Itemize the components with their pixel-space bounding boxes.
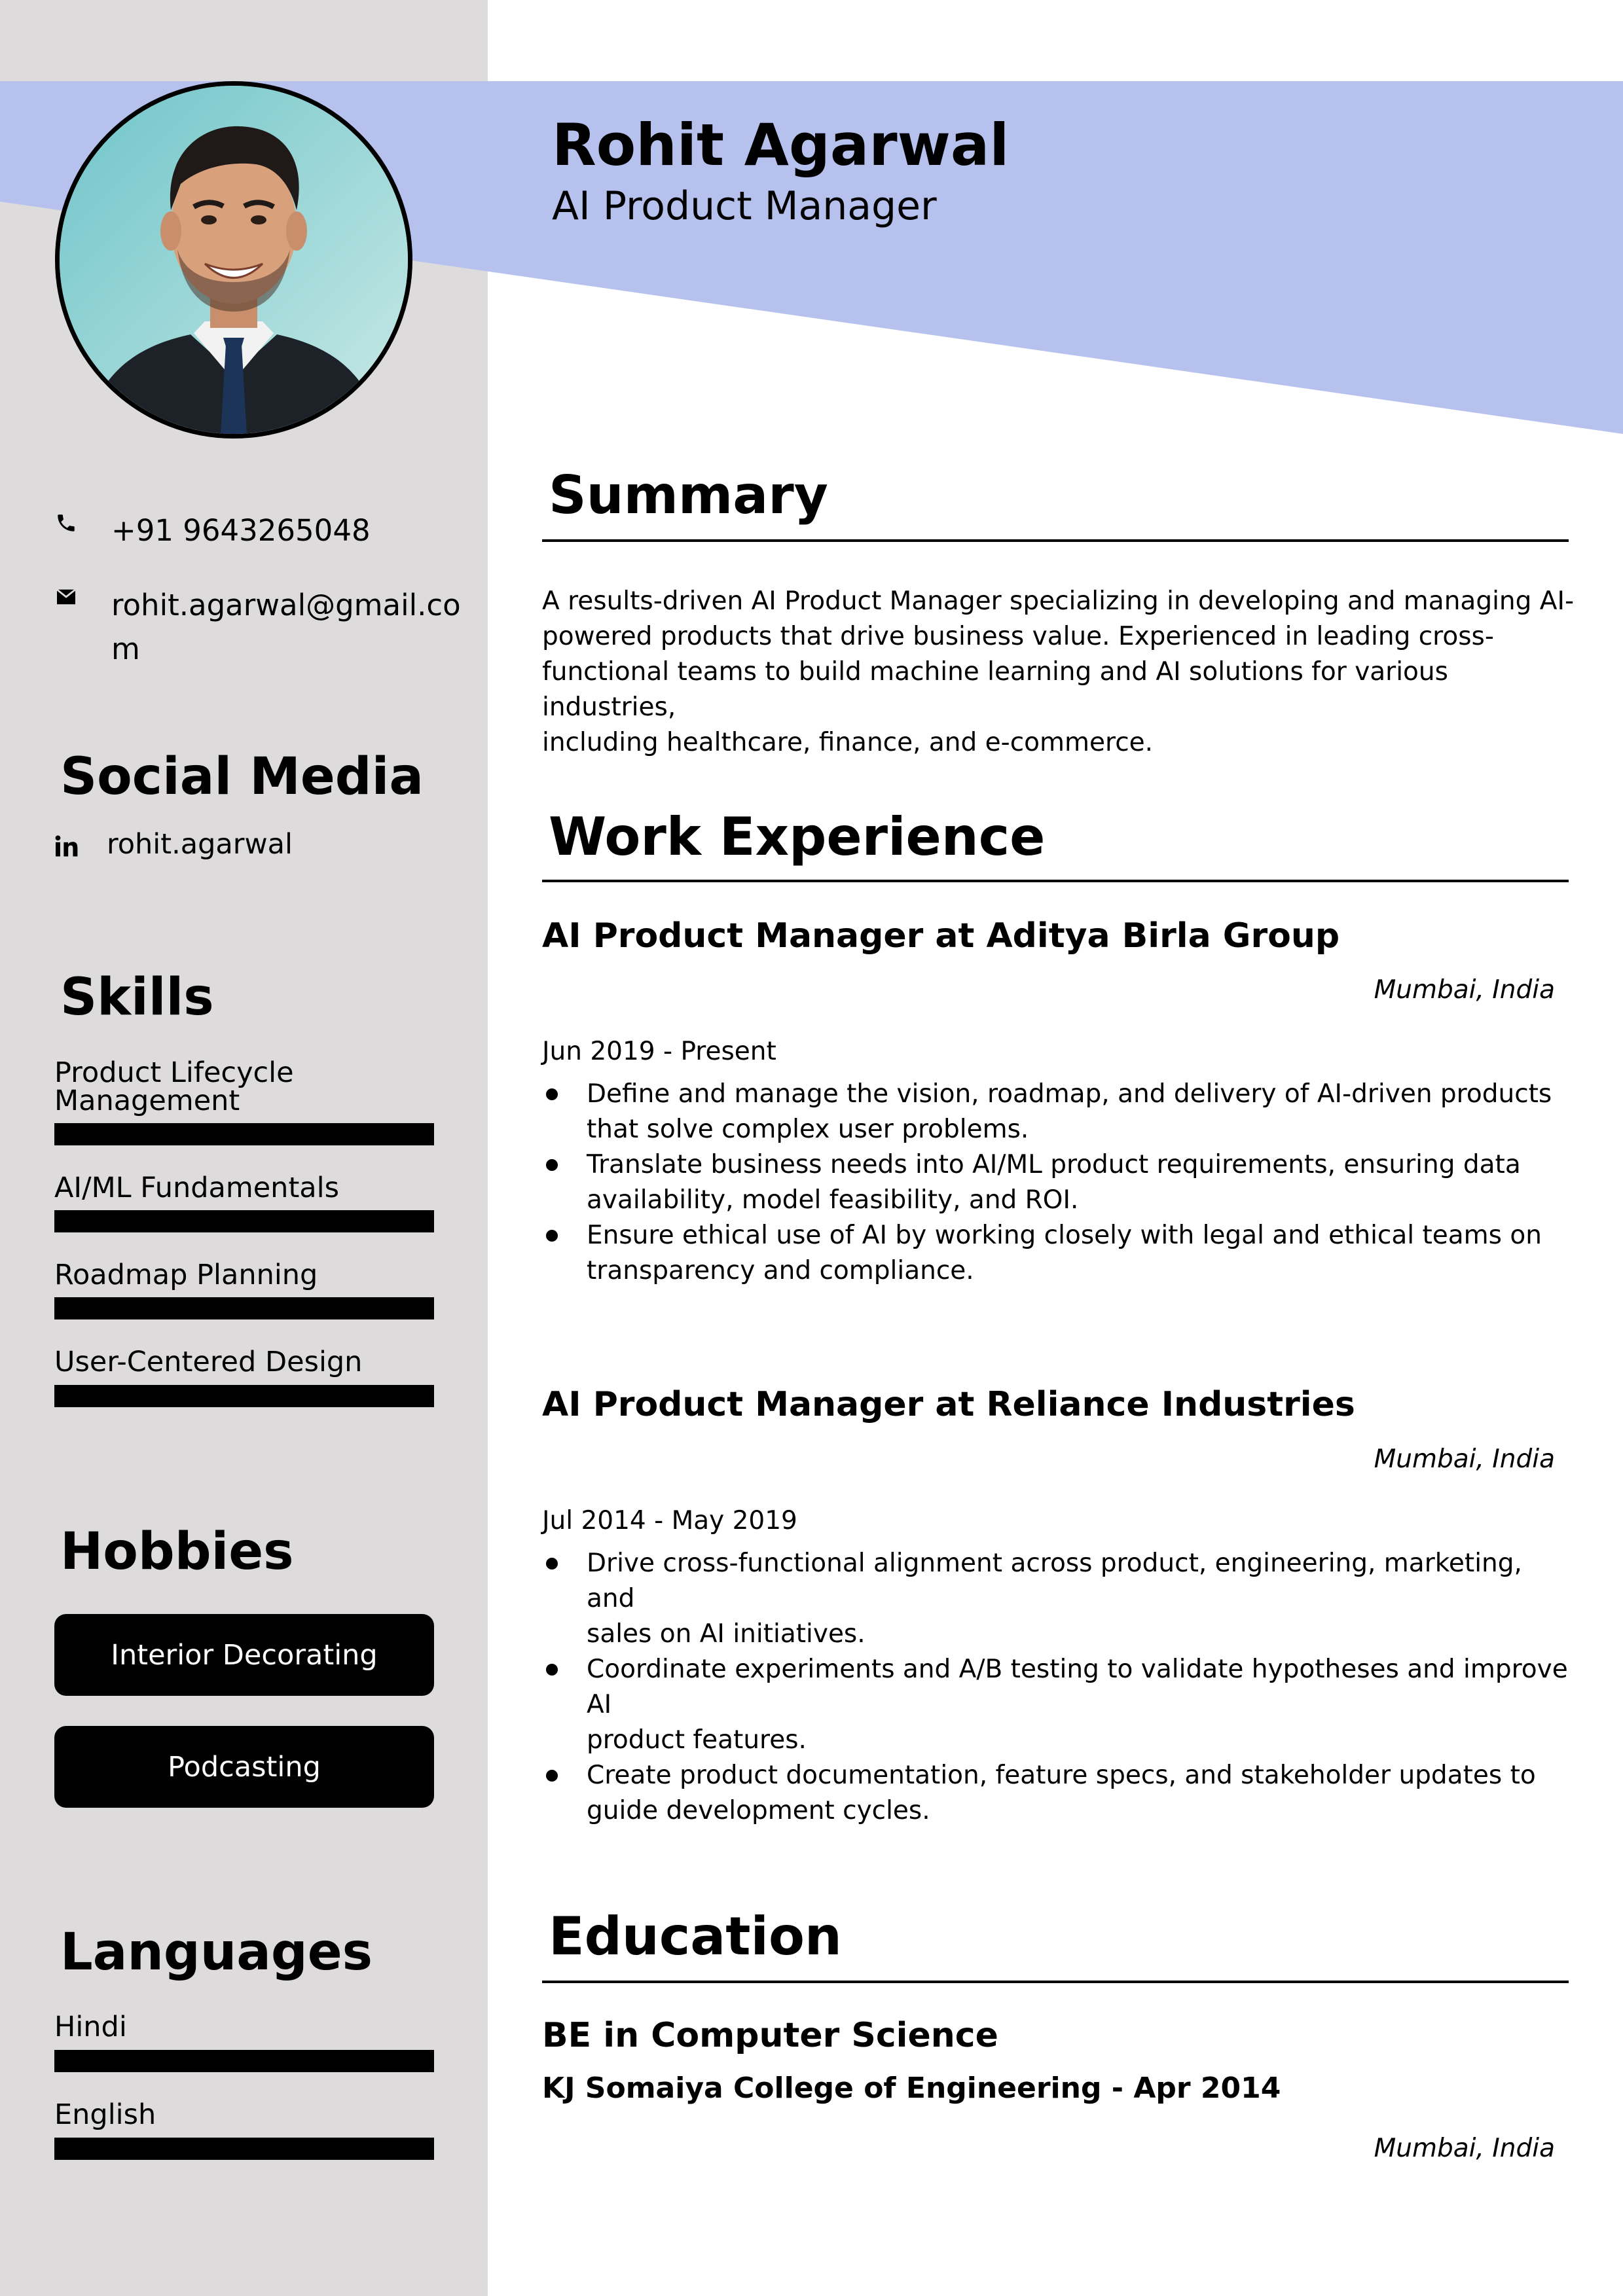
person-avatar-icon xyxy=(60,86,408,434)
email-icon xyxy=(55,588,77,606)
email-address-line2[interactable]: m xyxy=(111,632,140,666)
hobby-tag: Podcasting xyxy=(54,1726,434,1808)
bullet-line: Create product documentation, feature specs, and stakeholder updates to xyxy=(587,1761,1536,1790)
phone-number[interactable]: +91 9643265048 xyxy=(111,513,371,548)
skill-label: User-Centered Design xyxy=(54,1346,363,1378)
skill-label: Roadmap Planning xyxy=(54,1259,318,1291)
bullet-dot-icon xyxy=(546,1088,558,1100)
skill-label xyxy=(54,1056,294,1117)
job-dates: Jul 2014 - May 2019 xyxy=(542,1506,797,1535)
skill-bar xyxy=(54,1297,434,1319)
work-experience-heading: Work Experience xyxy=(549,806,1046,867)
bullet-line: guide development cycles. xyxy=(587,1796,930,1825)
summary-line: including healthcare, finance, and e-commerce. xyxy=(542,728,1154,757)
bullet-item xyxy=(542,1147,1577,1218)
education-school: KJ Somaiya College of Engineering - Apr 2014 xyxy=(542,2072,1281,2105)
languages-heading: Languages xyxy=(60,1923,373,1982)
bullet-line: product features. xyxy=(587,1725,807,1755)
summary-heading: Summary xyxy=(549,465,828,526)
language-bar xyxy=(54,2138,434,2160)
bullet-line: Ensure ethical use of AI by working closely with legal and ethical teams on xyxy=(587,1221,1542,1250)
section-divider xyxy=(542,880,1569,882)
summary-line: powered products that drive business value. Experienced in leading cross- xyxy=(542,622,1494,651)
bullet-dot-icon xyxy=(546,1558,558,1570)
skills-heading: Skills xyxy=(60,968,214,1027)
phone-icon xyxy=(55,512,77,534)
bullet-item xyxy=(542,1758,1577,1829)
language-label: English xyxy=(54,2098,156,2131)
bullet-line: Translate business needs into AI/ML product requirements, ensuring data xyxy=(587,1150,1521,1179)
bullet-line: Drive cross-functional alignment across product, engineering, marketing, and xyxy=(587,1549,1522,1613)
bullet-line: transparency and compliance. xyxy=(587,1256,974,1285)
bullet-item xyxy=(542,1218,1577,1289)
summary-line: A results-driven AI Product Manager specializing in developing and managing AI- xyxy=(542,586,1575,616)
job-dates: Jun 2019 - Present xyxy=(542,1037,776,1066)
job-title: AI Product Manager at Aditya Birla Group xyxy=(542,916,1340,956)
bullet-item xyxy=(542,1652,1577,1758)
summary-text xyxy=(542,584,1577,761)
education-heading: Education xyxy=(549,1906,842,1967)
skill-label: AI/ML Fundamentals xyxy=(54,1172,339,1204)
language-label: Hindi xyxy=(54,2011,127,2043)
education-degree: BE in Computer Science xyxy=(542,2016,998,2055)
skill-bar xyxy=(54,1210,434,1232)
social-media-heading: Social Media xyxy=(60,747,424,806)
job-bullets xyxy=(542,1077,1577,1289)
skill-label-line: Management xyxy=(54,1085,240,1117)
bullet-line: availability, model feasibility, and ROI. xyxy=(587,1185,1079,1215)
skill-label-line: Product Lifecycle xyxy=(54,1056,294,1089)
bullet-dot-icon xyxy=(546,1230,558,1242)
section-divider xyxy=(542,539,1569,542)
job-title: AI Product Manager at Reliance Industries xyxy=(542,1385,1355,1424)
email-address-line1[interactable]: rohit.agarwal@gmail.co xyxy=(111,588,461,622)
candidate-title: AI Product Manager xyxy=(552,183,937,229)
bullet-item xyxy=(542,1077,1577,1147)
language-bar xyxy=(54,2050,434,2072)
bullet-line: Define and manage the vision, roadmap, and delivery of AI-driven products xyxy=(587,1079,1552,1109)
bullet-line: sales on AI initiatives. xyxy=(587,1619,866,1649)
bullet-dot-icon xyxy=(546,1664,558,1676)
bullet-item xyxy=(542,1546,1577,1652)
bullet-line: that solve complex user problems. xyxy=(587,1115,1029,1144)
bullet-dot-icon xyxy=(546,1770,558,1782)
education-location: Mumbai, India xyxy=(1374,2134,1555,2163)
skill-bar xyxy=(54,1123,434,1145)
hobby-tag: Interior Decorating xyxy=(54,1614,434,1696)
job-bullets xyxy=(542,1546,1577,1829)
profile-photo xyxy=(55,81,412,439)
job-location: Mumbai, India xyxy=(1374,1444,1555,1474)
candidate-name: Rohit Agarwal xyxy=(552,111,1010,179)
hobbies-heading: Hobbies xyxy=(60,1522,294,1581)
linkedin-handle[interactable]: rohit.agarwal xyxy=(107,828,293,861)
bullet-line: Coordinate experiments and A/B testing to validate hypotheses and improve AI xyxy=(587,1655,1568,1719)
bullet-dot-icon xyxy=(546,1159,558,1171)
summary-line: functional teams to build machine learning and AI solutions for various industries, xyxy=(542,657,1448,722)
section-divider xyxy=(542,1981,1569,1983)
job-location: Mumbai, India xyxy=(1374,975,1555,1005)
linkedin-icon xyxy=(54,835,79,857)
skill-bar xyxy=(54,1385,434,1407)
